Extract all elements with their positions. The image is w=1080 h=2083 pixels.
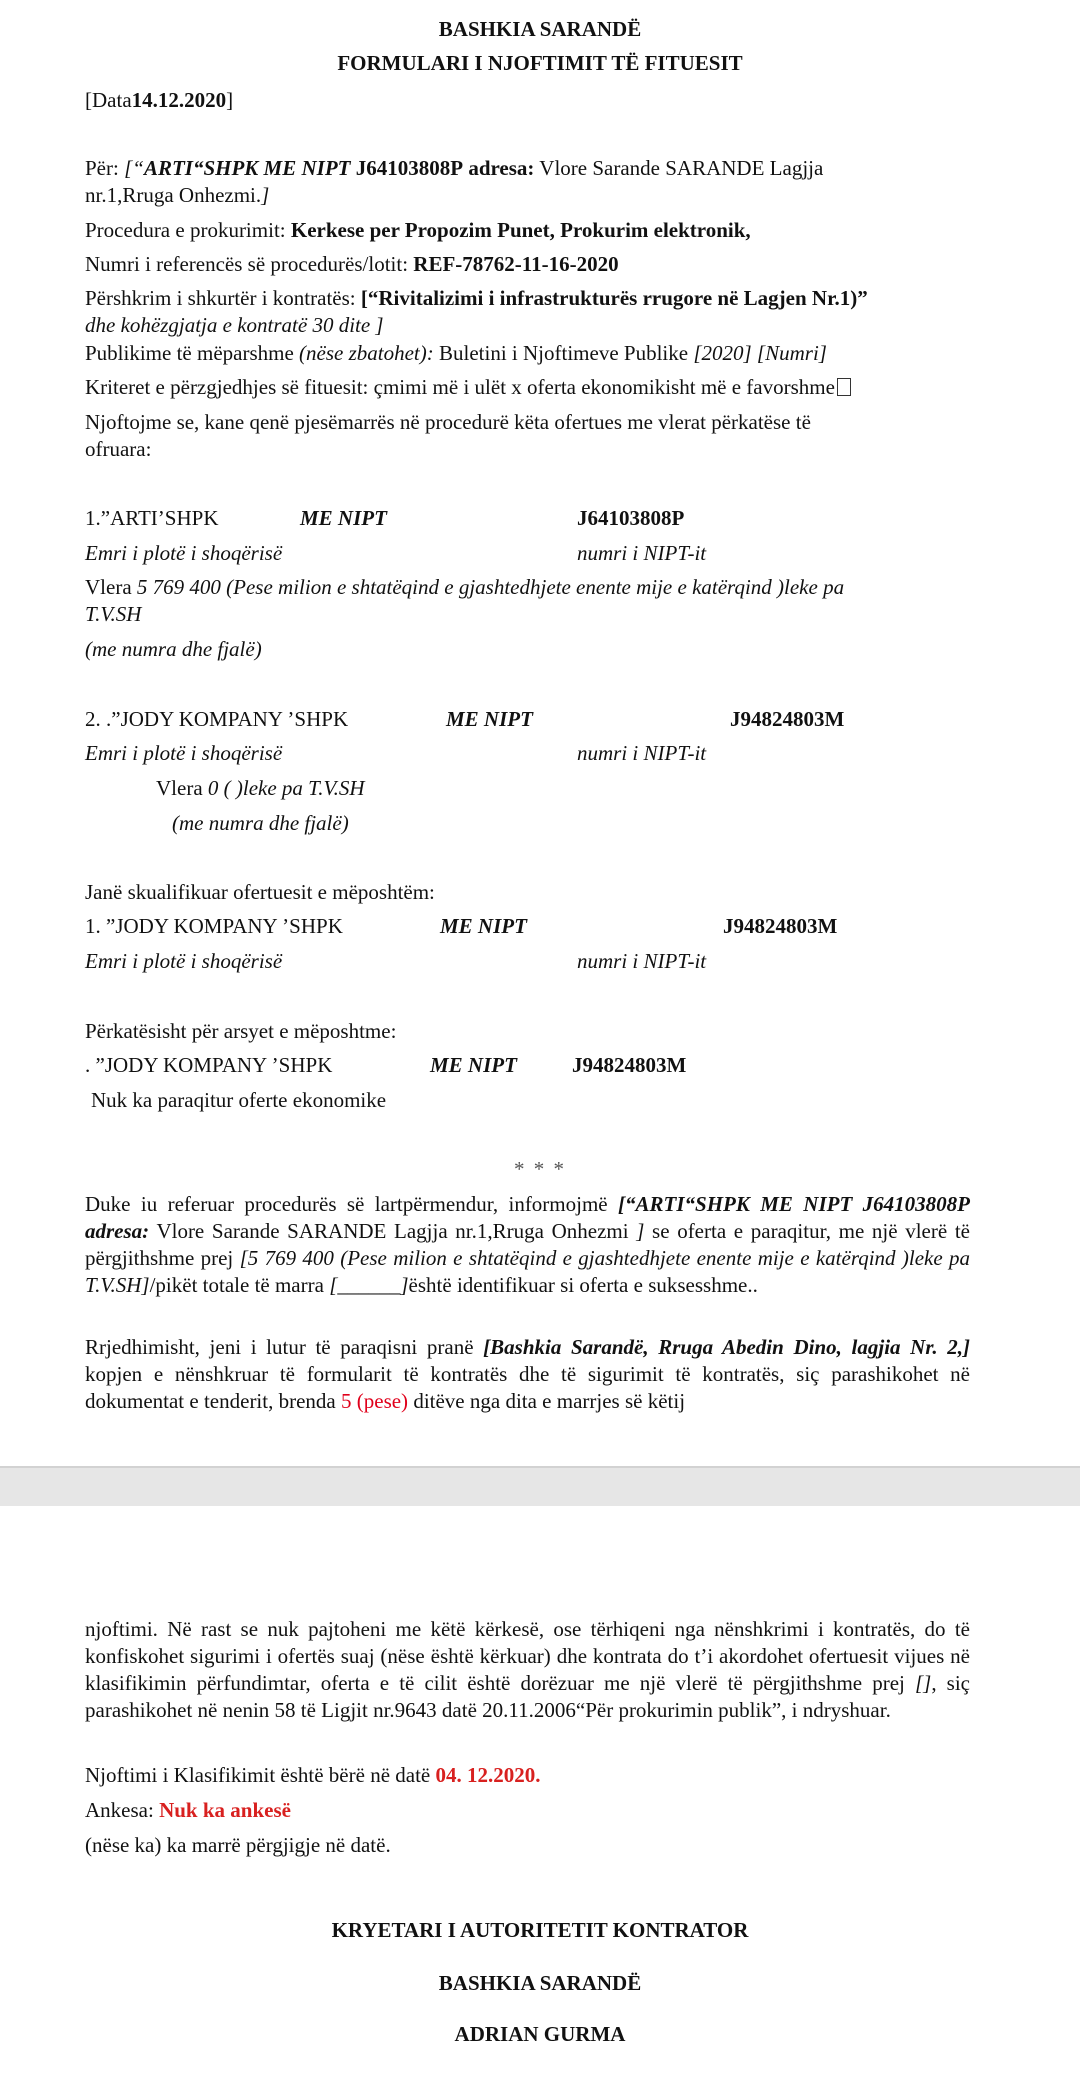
signature-name: ADRIAN GURMA [454, 2022, 626, 2046]
bidder-2-nipt: J94824803M [730, 707, 845, 731]
bidder-2-value: Vlera 0 ( )leke pa T.V.SH [156, 776, 365, 800]
header-municipality: BASHKIA SARANDË [438, 17, 642, 41]
reasons-nipt: J94824803M [572, 1053, 687, 1077]
withdrawal-paragraph: njoftimi. Në rast se nuk pajtoheni me këtë kërkesë, ose tërhiqeni nga nënshkrimi i kontratës, do të konfiskohet sigurimi i ofertës suaj (nëse është kërkuar) dhe kontrata do t’i akordohet ofertuesit vijues në klasifikimin përfundimtar, oferta e të cilit është dorëzuar me një vlerë të përgjithshme prej [], siç parashikohet në nenin 58 të Ligjit nr.9643 datë 20.11.2006“Për prokurimin publik”, i ndryshuar. [85, 1617, 971, 1722]
complaint-line: Ankesa: Nuk ka ankesë [85, 1798, 291, 1822]
conclusion-paragraph-1: Duke iu referuar procedurës së lartpërmendur, informojmë [“ARTI“SHPK ME NIPT J64103808P adresa: Vlore Sarande SARANDE Lagjja nr.1,Rruga Onhezmi ] se oferta e paraqitur, me një vlerë të përgjithshme prej [5 769 400 (Pese milion e shtatëqind e gjashtedhjete enente mije e katërqind )leke pa T.V.SH]/pikët totale të marra [______]është identifikuar si oferta e suksesshme.. [85, 1192, 971, 1297]
bidder-1-value-line2: T.V.SH [85, 602, 142, 626]
publications-line: Publikime të mëparshme (nëse zbatohet): Buletini i Njoftimeve Publike [2020] [Numri] [85, 341, 827, 365]
bidder-2-words-caption: (me numra dhe fjalë) [172, 811, 349, 835]
procedure-line: Procedura e prokurimit: Kerkese per Propozim Punet, Prokurim elektronik, [85, 218, 751, 242]
reference-line: Numri i referencës së procedurës/lotit: REF-78762-11-16-2020 [85, 252, 619, 276]
recipient-address-line2: nr.1,Rruga Onhezmi.] [85, 183, 270, 207]
recipient-block: Për: [“ARTI“SHPK ME NIPT J64103808P adresa: Vlore Sarande SARANDE Lagjja [85, 156, 824, 180]
disqualified-name: 1. ”JODY KOMPANY ’SHPK [85, 914, 343, 938]
bidder-1-name-caption: Emri i plotë i shoqërisë [85, 541, 283, 565]
reasons-name: . ”JODY KOMPANY ’SHPK [85, 1053, 333, 1077]
signature-organization: BASHKIA SARANDË [438, 1971, 642, 1995]
bidder-1-name: 1.”ARTI’SHPK [85, 506, 219, 530]
section-separator: * * * [514, 1157, 566, 1181]
disqualified-nipt: J94824803M [723, 914, 838, 938]
reasons-heading: Përkatësisht për arsyet e mëposhtme: [85, 1019, 397, 1043]
criteria-line: Kriteret e përzgjedhjes së fituesit: çmimi më i ulët x oferta ekonomikisht më e favorshme [85, 374, 851, 401]
bidder-2-name: 2. .”JODY KOMPANY ’SHPK [85, 707, 349, 731]
reasons-me-nipt: ME NIPT [430, 1053, 517, 1077]
reasons-text: Nuk ka paraqitur oferte ekonomike [91, 1088, 387, 1112]
document-page-2 [0, 1506, 1080, 2083]
signature-title: KRYETARI I AUTORITETIT KONTRATOR [331, 1918, 749, 1942]
bidder-2-nipt-caption: numri i NIPT-it [577, 741, 707, 765]
notice-date: [Data14.12.2020] [85, 88, 234, 112]
form-title: FORMULARI I NJOFTIMIT TË FITUESIT [337, 51, 743, 75]
description-line: Përshkrim i shkurtër i kontratës: [“Rivitalizimi i infrastrukturës rrugore në Lagjen Nr.1)” [85, 286, 868, 310]
checkbox-icon [837, 378, 851, 396]
disqualified-heading: Janë skualifikuar ofertuesit e mëposhtëm: [85, 880, 435, 904]
conclusion-paragraph-2: Rrjedhimisht, jeni i lutur të paraqisni pranë [Bashkia Sarandë, Rruga Abedin Dino, lagjia Nr. 2,] kopjen e nënshkruar të formularit të kontratës dhe të sigurimit të kontratës, siç parashikohet në dokumentat e tenderit, brenda 5 (pese) ditëve nga dita e marrjes së këtij [85, 1335, 970, 1413]
classification-line: Njoftimi i Klasifikimit është bërë në datë 04. 12.2020. [85, 1763, 541, 1787]
bidder-1-value: Vlera 5 769 400 (Pese milion e shtatëqind e gjashtedhjete enente mije e katërqind )leke pa [85, 575, 845, 599]
bidder-1-words-caption: (me numra dhe fjalë) [85, 637, 262, 661]
bidder-1-me-nipt: ME NIPT [300, 506, 387, 530]
disqualified-nipt-caption: numri i NIPT-it [577, 949, 707, 973]
bidder-1-nipt: J64103808P [577, 506, 685, 530]
disqualified-me-nipt: ME NIPT [440, 914, 527, 938]
intro-line1: Njoftojme se, kane qenë pjesëmarrës në procedurë këta ofertues me vlerat përkatëse të [85, 410, 811, 434]
page-break [0, 1466, 1080, 1508]
bidder-2-name-caption: Emri i plotë i shoqërisë [85, 741, 283, 765]
response-line: (nëse ka) ka marrë përgjigje në datë. [85, 1833, 391, 1857]
bidder-1-nipt-caption: numri i NIPT-it [577, 541, 707, 565]
disqualified-name-caption: Emri i plotë i shoqërisë [85, 949, 283, 973]
description-duration: dhe kohëzgjatja e kontratë 30 dite ] [85, 313, 384, 337]
intro-line2: ofruara: [85, 437, 152, 461]
bidder-2-me-nipt: ME NIPT [446, 707, 533, 731]
